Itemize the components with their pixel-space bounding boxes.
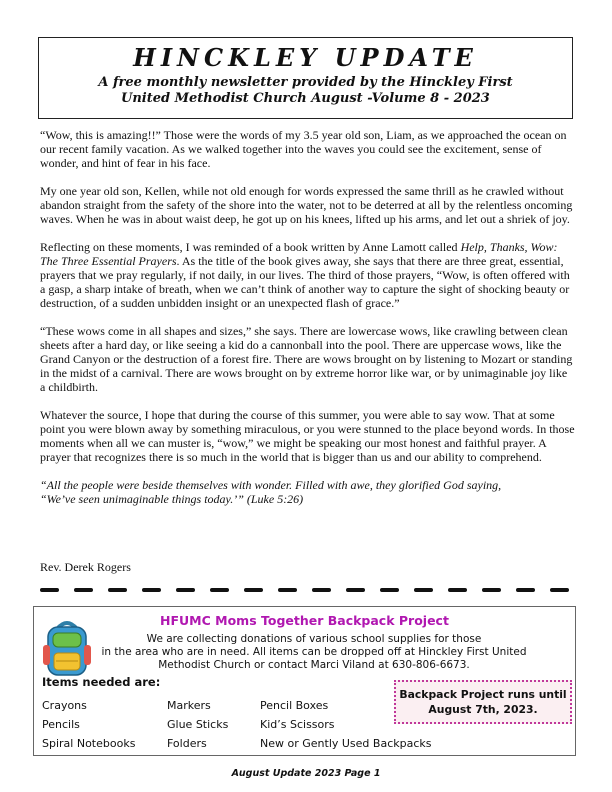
divider-dash xyxy=(176,588,195,592)
scripture-quote xyxy=(40,478,575,506)
supply-item: Pencils xyxy=(42,718,80,731)
project-title: HFUMC Moms Together Backpack Project xyxy=(160,613,449,628)
article-paragraph-5: Whatever the source, I hope that during the course of this summer, you were able to say wow. That at some point you were blown away by something miraculous, or you were stunned to the place beyond words. In those moments when all we can muster is, “wow,” we might be speaking our most honest and faithful prayer. A prayer that recognizes there is so much in the world that is bigger than us and our ability to comprehend. xyxy=(40,408,575,464)
newsletter-title: HINCKLEY UPDATE xyxy=(133,43,478,72)
callout-line1: Backpack Project runs until xyxy=(399,688,567,701)
divider-dash xyxy=(244,588,263,592)
scripture-quote-line1: “All the people were beside themselves with wonder. Filled with awe, they glorified God saying, xyxy=(40,478,502,492)
masthead xyxy=(38,37,573,119)
page-footer: August Update 2023 Page 1 xyxy=(231,768,381,779)
article-paragraph-2: My one year old son, Kellen, while not old enough for words expressed the same thrill as he crawled without abandon straight from the safety of the shore into the water, not to be deterred at all by the relentless oncoming waves. When he was in about waist deep, he got up on his knees, lifted up his arms, and let out a shriek of joy. xyxy=(40,184,573,226)
supply-item: Pencil Boxes xyxy=(260,699,329,712)
divider-dash xyxy=(40,588,59,592)
divider-dash xyxy=(278,588,297,592)
scripture-quote-line2: “We’ve seen unimaginable things today.’” (Luke 5:26) xyxy=(40,492,304,506)
divider-dash xyxy=(312,588,331,592)
project-description xyxy=(94,633,534,672)
article-paragraph-1: “Wow, this is amazing!!” Those were the words of my 3.5 year old son, Liam, as we approached the ocean on our recent family vacation. As we walked together into the waves you could see the excitement, sense of wonder, and hint of fear in his face. xyxy=(40,128,567,170)
newsletter-subtitle-line2: United Methodist Church August -Volume 8 - 2023 xyxy=(121,91,490,106)
divider-dash xyxy=(142,588,161,592)
project-deadline-callout xyxy=(394,680,572,724)
signature: Rev. Derek Rogers xyxy=(40,560,131,574)
article-body xyxy=(40,128,575,506)
divider-dash xyxy=(380,588,399,592)
divider-dash xyxy=(516,588,535,592)
supply-item: Glue Sticks xyxy=(167,718,229,731)
article-paragraph-4: “These wows come in all shapes and sizes,” she says. There are lowercase wows, like crawling between clean sheets after a hard day, or like seeing a kid do a cannonball into the pool. There are uppercase wows, like the Grand Canyon or the destruction of a forest fire. There are wows brought on by listening to Mozart or standing in the midst of a carnival. There are wows brought on by extreme horror like war, or by unimaginable joy like a childbirth. xyxy=(40,324,573,394)
supply-item: Spiral Notebooks xyxy=(42,737,136,750)
article-paragraph-3 xyxy=(40,240,575,310)
divider-dash xyxy=(448,588,467,592)
supply-item: Folders xyxy=(167,737,207,750)
divider-dash xyxy=(210,588,229,592)
supply-item: Crayons xyxy=(42,699,87,712)
divider-dash xyxy=(346,588,365,592)
supply-item: New or Gently Used Backpacks xyxy=(260,737,432,750)
divider-dash xyxy=(414,588,433,592)
paragraph-text: . As the title of the book gives away, she says that there are three great, essential, prayers that we pray regularly, if not daily, in our lives. The third of those prayers, “Wow, is often offered with a gasp, a sharp intake of breath, when we can’t think of another way to capture the sight of shocking beauty or destruction, of a sudden unbidden insight or an unexpected flash of grace.” xyxy=(40,254,570,310)
newsletter-subtitle-line1: A free monthly newsletter provided by the Hinckley First xyxy=(98,75,513,90)
divider-dash xyxy=(108,588,127,592)
book-title: Help, Thanks, Wow: The Three Essential Prayers xyxy=(40,240,558,268)
divider-dash xyxy=(550,588,569,592)
supply-item: Markers xyxy=(167,699,211,712)
divider-dash xyxy=(482,588,501,592)
project-description-line3: Methodist Church or contact Marci Viland at 630-806-6673. xyxy=(158,659,470,671)
callout-line2: August 7th, 2023. xyxy=(428,703,538,716)
project-description-line2: in the area who are in need. All items can be dropped off at Hinckley First United xyxy=(101,646,527,658)
items-heading: Items needed are: xyxy=(42,675,161,689)
paragraph-text: Reflecting on these moments, I was reminded of a book written by Anne Lamott called xyxy=(40,240,461,254)
project-description-line1: We are collecting donations of various school supplies for those xyxy=(146,633,482,645)
divider-dash xyxy=(74,588,93,592)
dashed-divider xyxy=(40,586,572,594)
supply-item: Kid’s Scissors xyxy=(260,718,335,731)
backpack-project-box xyxy=(33,606,576,756)
